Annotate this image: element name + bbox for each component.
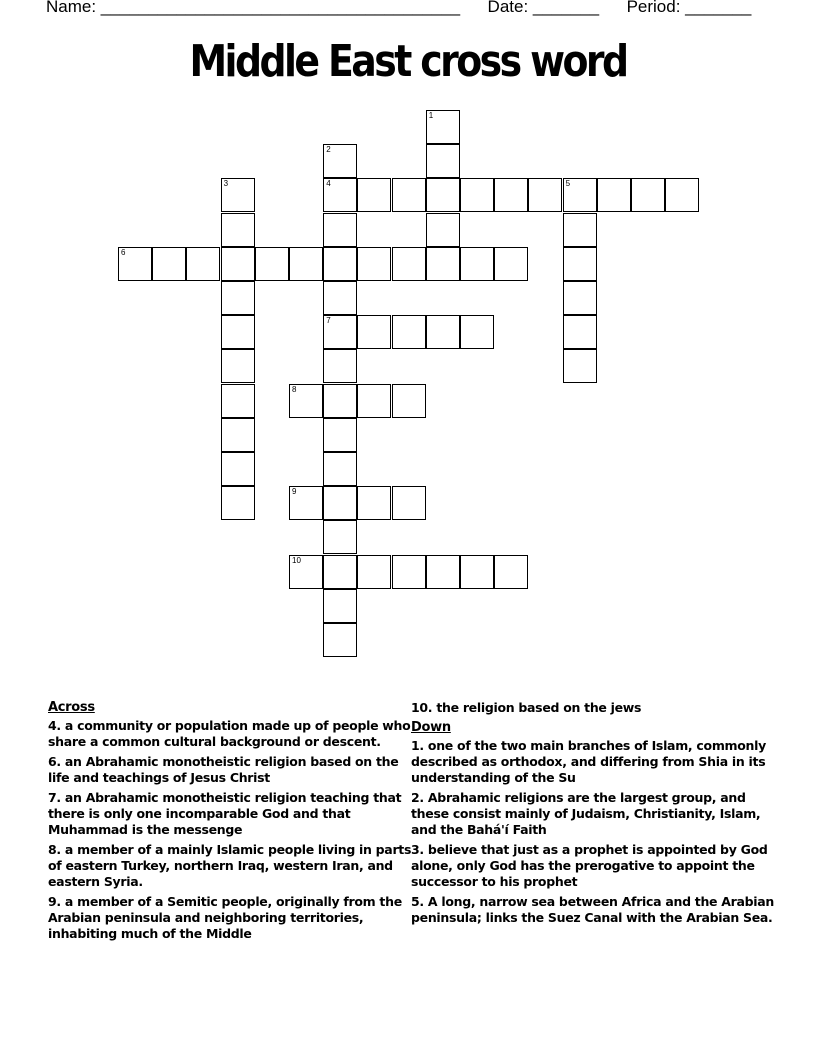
- across-clue-6: 6. an Abrahamic monotheistic religion based on the life and teachings of Jesus Christ: [48, 754, 399, 785]
- grid-cell[interactable]: [152, 247, 186, 281]
- grid-cell[interactable]: [221, 178, 255, 212]
- across-clue-7: 7. an Abrahamic monotheistic religion teaching that there is only one incomparable God and that Muhammad is the messenge: [48, 790, 402, 837]
- grid-cell[interactable]: [460, 315, 494, 349]
- grid-cell[interactable]: [494, 247, 528, 281]
- grid-cell[interactable]: [323, 589, 357, 623]
- grid-cell[interactable]: [289, 486, 323, 520]
- grid-cell[interactable]: [392, 247, 426, 281]
- grid-cell[interactable]: [392, 178, 426, 212]
- down-heading: Down: [411, 720, 451, 735]
- grid-cell[interactable]: [460, 178, 494, 212]
- grid-cell[interactable]: [323, 384, 357, 418]
- page-title: Middle East cross word: [189, 36, 627, 87]
- across-clue-8: 8. a member of a mainly Islamic people living in parts of eastern Turkey, northern Iraq, western Iran, and eastern Syria.: [48, 842, 412, 889]
- grid-cell[interactable]: [323, 178, 357, 212]
- clue-number: 7: [326, 316, 331, 326]
- grid-cell[interactable]: [563, 281, 597, 315]
- grid-cell[interactable]: [323, 315, 357, 349]
- down-clue-2: 2. Abrahamic religions are the largest group, and these consist mainly of Judaism, Christianity, Islam, and the Bahá'í Faith: [411, 790, 761, 837]
- grid-cell[interactable]: [221, 349, 255, 383]
- grid-cell[interactable]: [357, 384, 391, 418]
- grid-cell[interactable]: [392, 486, 426, 520]
- across-clue-10: 10. the religion based on the jews: [411, 700, 642, 715]
- grid-cell[interactable]: [357, 247, 391, 281]
- grid-cell[interactable]: [597, 178, 631, 212]
- grid-cell[interactable]: [460, 555, 494, 589]
- grid-cell[interactable]: [563, 247, 597, 281]
- grid-cell[interactable]: [563, 349, 597, 383]
- grid-cell[interactable]: [323, 452, 357, 486]
- grid-cell[interactable]: [221, 247, 255, 281]
- clue-number: 4: [326, 179, 331, 189]
- grid-cell[interactable]: [323, 623, 357, 657]
- down-clue-1: 1. one of the two main branches of Islam, commonly described as orthodox, and differing from Shia in its understanding of the Su: [411, 738, 766, 785]
- clues-left-column: [48, 700, 418, 946]
- clue-number: 3: [223, 179, 229, 189]
- across-clue-9: 9. a member of a Semitic people, originally from the Arabian peninsula and neighboring territories, inhabiting much of the Middle: [48, 894, 402, 941]
- grid-cell[interactable]: [426, 144, 460, 178]
- grid-cell[interactable]: [323, 520, 357, 554]
- clue-number: 9: [292, 487, 297, 497]
- clue-number: 2: [326, 145, 331, 155]
- grid-cell[interactable]: [426, 315, 460, 349]
- grid-cell[interactable]: [426, 247, 460, 281]
- clue-number: 10: [292, 555, 301, 565]
- grid-cell[interactable]: [289, 247, 323, 281]
- across-clue-4: 4. a community or population made up of people who share a common cultural background or descent.: [48, 718, 411, 749]
- clue-number: 8: [292, 384, 297, 394]
- grid-cell[interactable]: [221, 486, 255, 520]
- grid-cell[interactable]: [221, 213, 255, 247]
- grid-cell[interactable]: [392, 315, 426, 349]
- grid-cell[interactable]: [323, 555, 357, 589]
- grid-cell[interactable]: [323, 349, 357, 383]
- grid-cell[interactable]: [323, 418, 357, 452]
- grid-cell[interactable]: [186, 247, 220, 281]
- grid-cell[interactable]: [631, 178, 665, 212]
- clue-number: 6: [121, 247, 126, 257]
- grid-cell[interactable]: [357, 486, 391, 520]
- name-field[interactable]: Name: ______________________________________: [46, 0, 461, 16]
- down-clue-5: 5. A long, narrow sea between Africa and the Arabian peninsula; links the Suez Canal with the Arabian Sea.: [411, 894, 775, 925]
- grid-cell[interactable]: [221, 384, 255, 418]
- clues-right-column: [411, 700, 781, 930]
- grid-cell[interactable]: [426, 110, 460, 144]
- down-clue-3: 3. believe that just as a prophet is appointed by God alone, only God has the prerogative to appoint the successor to his prophet: [411, 842, 768, 889]
- clue-number: 5: [565, 179, 571, 189]
- clue-number: 1: [428, 111, 434, 120]
- grid-cell[interactable]: [323, 247, 357, 281]
- grid-cell[interactable]: [665, 178, 699, 212]
- grid-cell[interactable]: [118, 247, 152, 281]
- grid-cell[interactable]: [563, 315, 597, 349]
- across-heading: Across: [48, 700, 95, 715]
- grid-cell[interactable]: [528, 178, 562, 212]
- grid-cell[interactable]: [392, 555, 426, 589]
- grid-cell[interactable]: [392, 384, 426, 418]
- grid-cell[interactable]: [426, 555, 460, 589]
- grid-cell[interactable]: [357, 315, 391, 349]
- grid-cell[interactable]: [494, 555, 528, 589]
- grid-cell[interactable]: [563, 178, 597, 212]
- grid-cell[interactable]: [221, 418, 255, 452]
- grid-cell[interactable]: [221, 281, 255, 315]
- grid-cell[interactable]: [563, 213, 597, 247]
- grid-cell[interactable]: [323, 213, 357, 247]
- date-field[interactable]: Date: _______: [487, 0, 600, 16]
- grid-cell[interactable]: [255, 247, 289, 281]
- grid-cell[interactable]: [494, 178, 528, 212]
- grid-cell[interactable]: [357, 178, 391, 212]
- grid-cell[interactable]: [460, 247, 494, 281]
- grid-cell[interactable]: [221, 315, 255, 349]
- grid-cell[interactable]: [221, 452, 255, 486]
- grid-cell[interactable]: [323, 486, 357, 520]
- grid-cell[interactable]: [289, 555, 323, 589]
- grid-cell[interactable]: [323, 281, 357, 315]
- grid-cell[interactable]: [323, 144, 357, 178]
- grid-cell[interactable]: [426, 178, 460, 212]
- grid-cell[interactable]: [426, 213, 460, 247]
- grid-cell[interactable]: [289, 384, 323, 418]
- grid-cell[interactable]: [357, 555, 391, 589]
- period-field[interactable]: Period: _______: [626, 0, 752, 16]
